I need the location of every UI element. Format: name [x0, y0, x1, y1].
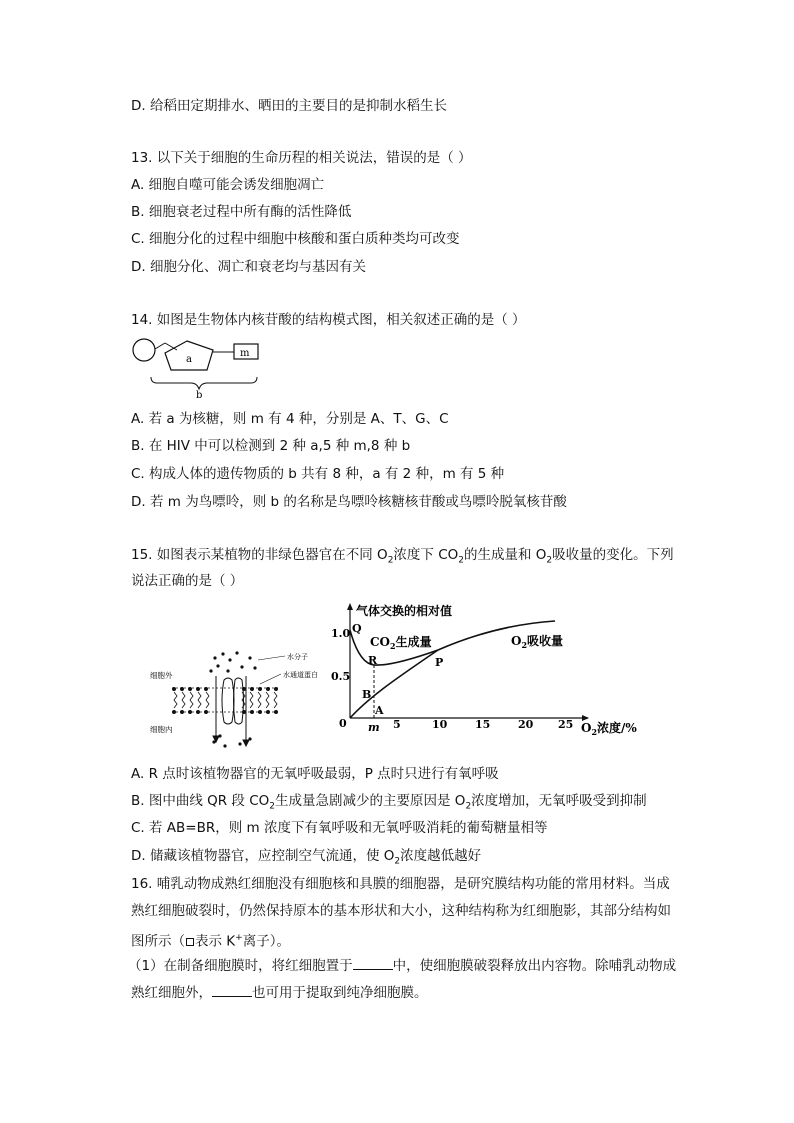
- phosphate-circle: [133, 339, 155, 361]
- point-p: P: [435, 656, 444, 669]
- point-a: A: [375, 704, 384, 717]
- q15-stem-line2: 说法正确的是（ ）: [131, 573, 244, 589]
- small-square-icon: [186, 938, 194, 946]
- q16-line1: 16. 哺乳动物成熟红细胞没有细胞核和具膜的细胞器，是研究膜结构功能的常用材料。当成: [131, 876, 670, 892]
- o2-curve-label: $O_2$吸收量: [511, 634, 564, 650]
- water-molecules-top: [209, 651, 256, 672]
- q15-option-d: D. 储藏该植物器官，应控制空气流通，使 $O_2$浓度越低越好: [131, 848, 482, 867]
- x-tick-25: 25: [558, 718, 574, 731]
- water-label: 水分子: [287, 653, 308, 661]
- q16-part1-line1: （1）在制备细胞膜时，将红细胞置于 中，使细胞膜破裂释放出内容物。除哺乳动物成: [128, 958, 677, 974]
- q15-stem-line1: 15. 如图表示某植物的非绿色器官在不同 $O_2$浓度下 $CO_2$的生成量和 $O_2$吸收量的变化。下列: [131, 547, 674, 566]
- nucleotide-diagram: [131, 337, 271, 399]
- q12-option-d: D. 给稻田定期排水、晒田的主要目的是抑制水稻生长: [131, 98, 447, 114]
- x-axis-label: $O_2$浓度/%: [581, 721, 637, 737]
- lipid-heads: [172, 687, 278, 714]
- sugar-label: a: [186, 354, 192, 365]
- inside-label: 细胞内: [150, 725, 173, 734]
- aquaporin-diagram: [150, 640, 330, 755]
- q13-option-c: C. 细胞分化的过程中细胞中核酸和蛋白质种类均可改变: [131, 231, 460, 247]
- q16-part1-line2: 熟红细胞外， 也可用于提取到纯净细胞膜。: [131, 985, 428, 1001]
- lipid-bilayer: [172, 688, 278, 712]
- phosphate-bond: [155, 343, 165, 349]
- q13-option-a: A. 细胞自噬可能会诱发细胞凋亡: [131, 177, 325, 193]
- outside-label: 细胞外: [150, 671, 173, 680]
- point-r: R: [368, 654, 378, 667]
- q14-option-b: B. 在 HIV 中可以检测到 2 种 a,5 种 m,8 种 b: [131, 438, 411, 454]
- q13-stem: 13. 以下关于细胞的生命历程的相关说法，错误的是（ ）: [131, 150, 472, 166]
- y-axis-arrow: [347, 603, 353, 610]
- m-label: m: [368, 721, 380, 734]
- q16-line3: 图所示（ 表示 K+离子）。: [131, 933, 290, 950]
- origin-label: 0: [339, 717, 347, 730]
- q14-option-a: A. 若 a 为核糖，则 m 有 4 种，分别是 A、T、G、C: [131, 411, 449, 427]
- q16-line2: 熟红细胞破裂时，仍然保持原本的基本形状和大小，这种结构称为红细胞影，其部分结构如: [131, 903, 671, 919]
- q14-option-d: D. 若 m 为鸟嘌呤，则 b 的名称是鸟嘌呤核糖核苷酸或鸟嘌呤脱氧核苷酸: [131, 494, 567, 510]
- x-tick-20: 20: [518, 718, 534, 731]
- o2-curve: [350, 650, 438, 718]
- sugar-bond: [165, 343, 177, 350]
- y-tick-0-5: 0.5: [331, 670, 351, 683]
- answer-blank-1[interactable]: [353, 957, 393, 970]
- channel-label: 水通道蛋白: [283, 671, 318, 679]
- q15-option-a: A. R 点时该植物器官的无氧呼吸最弱，P 点时只进行有氧呼吸: [131, 766, 499, 782]
- y-axis-label: 气体交换的相对值: [356, 604, 453, 618]
- respiration-graph: [330, 600, 670, 745]
- channel-protein: [222, 678, 244, 724]
- brace-label: b: [196, 390, 203, 399]
- x-tick-10: 10: [432, 718, 448, 731]
- brace: [151, 377, 257, 389]
- q14-stem: 14. 如图是生物体内核苷酸的结构模式图，相关叙述正确的是（ ）: [131, 312, 526, 328]
- q13-option-d: D. 细胞分化、凋亡和衰老均与基因有关: [131, 259, 366, 275]
- q13-option-b: B. 细胞衰老过程中所有酶的活性降低: [131, 204, 352, 220]
- q15-option-b: B. 图中曲线 QR 段 $CO_2$生成量急剧减少的主要原因是 $O_2$浓度增加，无氧呼吸受到抑制: [131, 793, 647, 812]
- x-tick-5: 5: [393, 718, 401, 731]
- y-tick-1: 1.0: [331, 627, 351, 640]
- base-label: m: [240, 348, 250, 359]
- point-q: Q: [352, 622, 362, 635]
- answer-blank-2[interactable]: [212, 984, 252, 997]
- co2-curve-label: $CO_2$生成量: [370, 635, 432, 651]
- q15-option-c: C. 若 AB=BR，则 m 浓度下有氧呼吸和无氧呼吸消耗的葡萄糖量相等: [131, 820, 548, 836]
- q14-option-c: C. 构成人体的遗传物质的 b 共有 8 种，a 有 2 种，m 有 5 种: [131, 466, 505, 482]
- x-tick-15: 15: [475, 718, 491, 731]
- point-b: B: [362, 688, 372, 701]
